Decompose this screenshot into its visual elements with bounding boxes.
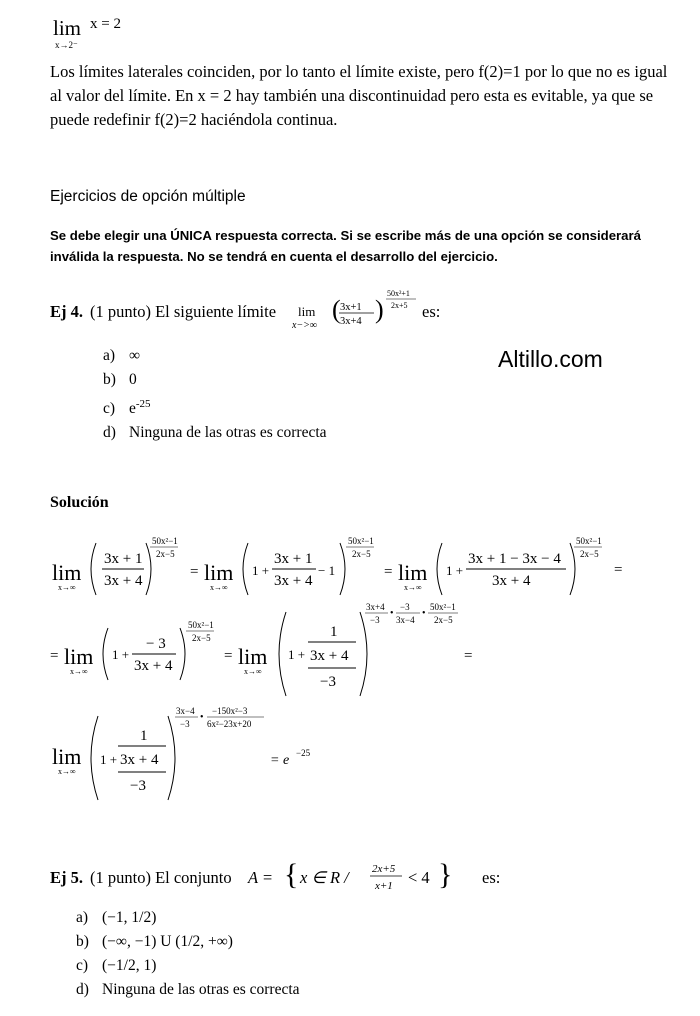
ej5-option-a[interactable]: a) (−1, 1/2) [76,909,157,926]
top-limit [50,10,170,50]
ej5-set-ineq: < 4 [408,868,430,887]
r1-t2-den: 3x + 4 [274,573,313,589]
r1-t1-den: 3x + 4 [104,573,143,589]
ej4-limit-formula [292,284,422,334]
r3-top: 1 [140,728,148,744]
r1-lim-1: lim [52,560,82,585]
ej5-brace-right: } [438,858,453,891]
ej4-statement [50,284,690,332]
r2-e-c-num: 50x²−1 [430,602,456,612]
solution-derivation [0,528,700,808]
r3-dot: • [200,712,204,723]
r1-t2-num: 3x + 1 [274,551,313,567]
lim-word: lim [53,16,82,40]
r2-e-b-num: −3 [400,602,410,612]
ej5-frac-den: x+1 [375,880,393,892]
r1-t2-exp-den: 2x−5 [352,549,371,559]
ej5-statement [50,858,690,898]
ej4-base-num: 3x+1 [340,302,362,313]
r2-t2-top: 1 [330,624,338,640]
r2-e-b-den: 3x−4 [396,615,415,625]
ej4-lim: lim [298,304,316,319]
ej4-option-d[interactable]: d) Ninguna de las otras es correcta [103,424,327,442]
r1-t3-exp-den: 2x−5 [580,549,599,559]
r2-lim-2: lim [238,644,268,669]
ej4-label: Ej 4. [50,302,83,321]
r2-t1-exp-den: 2x−5 [192,633,211,643]
r3-lim: lim [52,744,82,769]
r1-eq-2: = [384,564,393,580]
ej4-exp-num: 50x²+1 [387,289,410,298]
r1-t3-exp-num: 50x²−1 [576,536,602,546]
ej5-suffix: es: [482,868,501,887]
r2-e-a-den: −3 [370,615,380,625]
r2-lim-sub-2: x→∞ [244,667,262,676]
r2-t2-one: 1 + [288,647,306,662]
ej4-option-a[interactable]: a) ∞ [103,347,141,364]
r3-e-b-num: −150x²−3 [212,706,248,716]
r3-e-a-num: 3x−4 [176,706,195,716]
r2-t2-mid: 3x + 4 [310,648,349,664]
r3-lim-sub: x→∞ [58,767,76,776]
r2-lim-sub-1: x→∞ [70,667,88,676]
ej4-exp-den: 2x+5 [391,301,408,310]
solution-row-2 [50,602,472,696]
r3-result-sup: −25 [296,748,311,758]
r3-mid: 3x + 4 [120,752,159,768]
r2-t1-den: 3x + 4 [134,658,173,674]
r3-result: = e [270,753,290,768]
r2-e-c-den: 2x−5 [434,615,453,625]
r2-t1-num: − 3 [146,636,166,652]
r2-dot-2: • [422,608,426,619]
ej5-set-inner: x ∈ R / [300,868,349,887]
ej5-option-d[interactable]: d) Ninguna de las otras es correcta [76,981,300,998]
lim-subscript: x→2⁻ [55,40,78,50]
ej4-base-den: 3x+4 [340,316,362,327]
ej5-brace-left: { [284,858,299,891]
r1-t1-exp-den: 2x−5 [156,549,175,559]
r1-lim-sub-2: x→∞ [210,583,228,592]
section-title: Ejercicios de opción múltiple [50,188,246,205]
r2-e-a-num: 3x+4 [366,602,385,612]
r1-t1-exp-num: 50x²−1 [152,536,178,546]
r3-bot: −3 [130,778,146,794]
ej4-paren-right: ) [375,295,384,324]
ej4-option-c[interactable]: c) $e^{-25}$ [103,398,151,418]
ej5-option-b[interactable]: b) (−∞, −1) U (1/2, +∞) [76,933,233,950]
watermark: Altillo.com [498,346,603,372]
ej4-suffix: es: [422,302,441,321]
ej4-paren-left: ( [332,295,341,324]
r2-t2-bot: −3 [320,674,336,690]
r1-lim-3: lim [398,560,428,585]
instructions: Se debe elegir una ÚNICA respuesta correcta. Si se escribe más de una opción se considerará inválida la respuesta. No se tendrá en cuenta el desarrollo del ejercicio. [50,228,641,264]
r1-t2-exp-num: 50x²−1 [348,536,374,546]
ej5-set-prefix: A = [248,868,274,887]
ej4-option-b[interactable]: b) 0 [103,371,137,388]
ej5-options [76,906,300,1002]
r1-t2-one: 1 + [252,563,270,578]
solucion-title: Solución [50,494,109,511]
r1-lim-sub-1: x→∞ [58,583,76,592]
solution-row-3 [52,706,311,800]
r2-eq-trail: = [464,648,473,664]
ej5-option-c[interactable]: c) (−1/2, 1) [76,957,157,974]
lim-expression: x = 2 [90,16,121,32]
r1-t1-num: 3x + 1 [104,551,143,567]
continuity-paragraph: Los límites laterales coinciden, por lo tanto el límite existe, pero f(2)=1 por lo que no es igual al valor del límite. En x = 2 hay también una discontinuidad pero esta es evitable, ya que se puede redefinir f(2)=2 haciéndola continua. [50,62,668,129]
r1-eq-1: = [190,564,199,580]
ej5-fraction [366,858,406,896]
ej4-lim-sub: x−>∞ [292,320,318,331]
ej4-text: (1 punto) El siguiente límite [90,302,277,321]
r1-t3-num: 3x + 1 − 3x − 4 [468,551,561,567]
r2-eq-lead: = [50,648,59,664]
r2-dot-1: • [390,608,394,619]
r2-lim-1: lim [64,644,94,669]
solution-row-1 [52,536,622,595]
r2-eq-1: = [224,648,233,664]
r1-t3-one: 1 + [446,563,464,578]
r1-lim-sub-3: x→∞ [404,583,422,592]
ej5-label: Ej 5. [50,868,83,887]
r1-lim-2: lim [204,560,234,585]
r1-t2-minus: − 1 [318,563,336,578]
r3-one: 1 + [100,752,118,767]
r2-t1-exp-num: 50x²−1 [188,620,214,630]
r1-eq-3: = [614,562,623,578]
r2-t1-one: 1 + [112,647,130,662]
ej5-frac-num: 2x+5 [372,863,396,875]
r3-e-b-den: 6x²−23x+20 [207,719,252,729]
r1-t3-den: 3x + 4 [492,573,531,589]
r3-e-a-den: −3 [180,719,190,729]
ej4-options [103,344,327,445]
ej5-text: (1 punto) El conjunto [90,868,232,887]
